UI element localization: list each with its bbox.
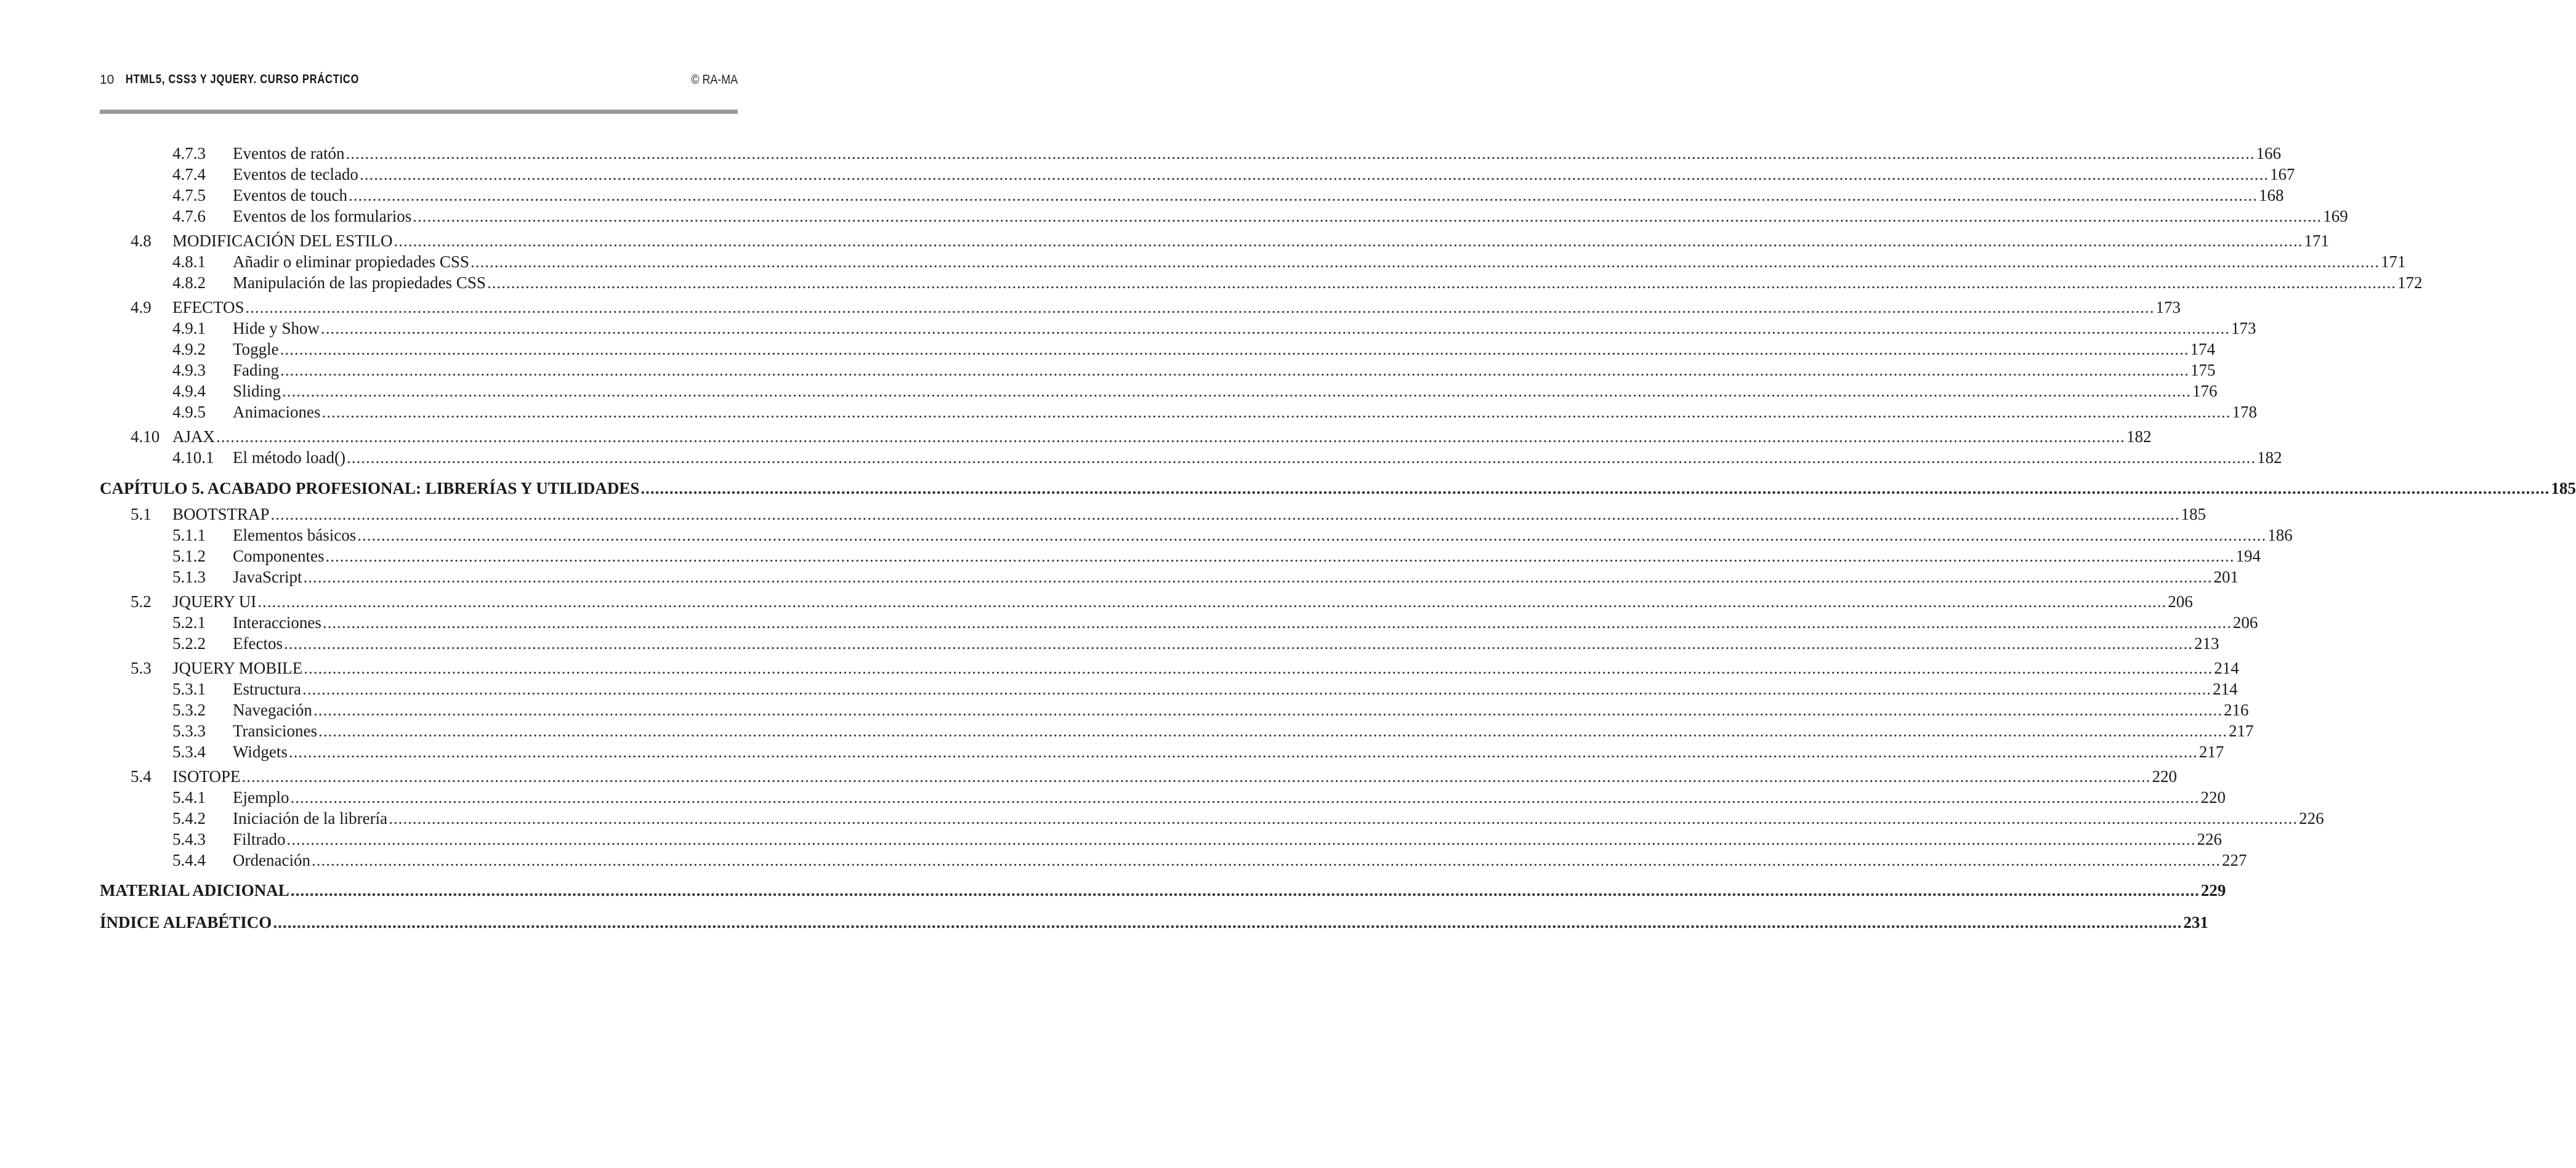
dot-leader: ................................................................................................................................................................................................................................................................................................................................................................................................................	[322, 613, 2232, 632]
toc-entry-leader	[233, 164, 2295, 185]
dot-leader: ................................................................................................................................................................................................................................................................................................................................................................................................................	[313, 701, 2223, 719]
toc-entry-title: JQUERY UI	[172, 592, 257, 611]
toc-entry[interactable]	[100, 679, 2238, 699]
running-header	[100, 73, 738, 94]
toc-entry-leader	[233, 612, 2258, 633]
dot-leader: ................................................................................................................................................................................................................................................................................................................................................................................................................	[286, 830, 2196, 848]
toc-entry-title: Elementos básicos	[233, 526, 357, 544]
toc-entry[interactable]	[100, 143, 2281, 164]
toc-entry-leader	[233, 272, 2423, 293]
dot-leader: ................................................................................................................................................................................................................................................................................................................................................................................................................	[346, 448, 2256, 467]
toc-entry-leader	[233, 401, 2257, 422]
toc-entry-leader	[233, 381, 2218, 401]
toc-entry-page: 231	[2182, 910, 2208, 935]
toc-entry-number: 5.1.3	[172, 568, 206, 586]
toc-entry[interactable]	[100, 447, 2282, 468]
toc-entry[interactable]	[100, 741, 2224, 762]
toc-entry-leader	[172, 504, 2207, 525]
toc-entry-title: Sliding	[233, 382, 281, 400]
dot-leader: ................................................................................................................................................................................................................................................................................................................................................................................................................	[311, 851, 2221, 869]
toc-entry-title: AJAX	[172, 427, 216, 446]
toc-entry-number: 5.3	[131, 659, 151, 677]
toc-entry-leader	[233, 566, 2239, 587]
toc-entry-title: JavaScript	[233, 568, 302, 586]
toc-entry[interactable]	[100, 251, 2406, 272]
toc-entry[interactable]	[100, 829, 2222, 850]
toc-entry-page: 201	[2213, 568, 2239, 586]
toc-entry-title: Efectos	[233, 634, 283, 653]
dot-leader: ................................................................................................................................................................................................................................................................................................................................................................................................................	[357, 526, 2267, 544]
toc-entry[interactable]	[100, 787, 2226, 808]
toc-entry-leader	[233, 447, 2282, 468]
toc-entry-title: JQUERY MOBILE	[172, 659, 303, 677]
toc-entry-number: 5.4.4	[172, 851, 206, 869]
toc-entry-page: 227	[2221, 851, 2247, 869]
toc-entry-page: 166	[2256, 144, 2281, 163]
header-rule	[100, 110, 738, 114]
toc-entry-title: Animaciones	[233, 403, 321, 421]
toc-entry-leader	[172, 766, 2178, 787]
toc-entry-title: El método load()	[233, 448, 345, 467]
toc-entry[interactable]	[100, 766, 2178, 787]
toc-entry-number: 5.2.1	[172, 613, 206, 632]
toc-entry[interactable]	[100, 339, 2216, 360]
toc-entry-leader	[100, 477, 2576, 500]
toc-entry-title: Hide y Show	[233, 319, 320, 337]
toc-entry-title: Eventos de los formularios	[233, 207, 412, 225]
toc-entry-page: 217	[2229, 722, 2254, 740]
toc-entry-title: Ordenación	[233, 851, 310, 869]
toc-entry[interactable]	[100, 633, 2219, 654]
toc-entry[interactable]	[100, 297, 2181, 318]
toc-entry-page: 171	[2304, 232, 2329, 250]
toc-entry[interactable]	[100, 525, 2293, 546]
toc-entry-leader	[233, 720, 2254, 741]
toc-entry[interactable]	[100, 720, 2254, 741]
toc-entry-number: 4.7.5	[172, 186, 206, 204]
dot-leader: ................................................................................................................................................................................................................................................................................................................................................................................................................	[359, 165, 2269, 183]
toc-entry-title: Eventos de touch	[233, 186, 347, 204]
toc-entry-number: 4.9.1	[172, 319, 206, 337]
toc-entry-leader	[172, 591, 2193, 612]
toc-entry-leader	[233, 339, 2216, 360]
book-title: HTML5, CSS3 Y JQUERY. CURSO PRÁCTICO	[126, 73, 360, 86]
toc-entry-leader	[233, 206, 2348, 227]
toc-entry-page: 220	[2200, 788, 2226, 807]
dot-leader: ................................................................................................................................................................................................................................................................................................................................................................................................................	[216, 427, 2126, 446]
toc-entry-number: 5.1.1	[172, 526, 206, 544]
toc-entry-title: MODIFICACIÓN DEL ESTILO	[172, 232, 393, 250]
dot-leader: ................................................................................................................................................................................................................................................................................................................................................................................................................	[245, 298, 2155, 316]
toc-entry-title: BOOTSTRAP	[172, 505, 270, 523]
toc-entry-leader	[233, 360, 2216, 381]
toc-entry-title: CAPÍTULO 5. ACABADO PROFESIONAL: LIBRERÍAS Y UTILIDADES	[100, 477, 640, 500]
dot-leader: ................................................................................................................................................................................................................................................................................................................................................................................................................	[318, 722, 2228, 740]
toc-entry-title: Navegación	[233, 701, 312, 719]
toc-entry[interactable]	[100, 164, 2295, 185]
toc-entry[interactable]	[100, 477, 2576, 500]
toc-entry-leader	[233, 850, 2247, 871]
dot-leader: ................................................................................................................................................................................................................................................................................................................................................................................................................	[304, 659, 2213, 677]
toc-entry-page: 217	[2198, 743, 2224, 761]
toc-entry-title: Widgets	[233, 743, 288, 761]
toc-entry[interactable]	[100, 401, 2257, 422]
toc-entry-title: Eventos de ratón	[233, 144, 345, 163]
dot-leader: ................................................................................................................................................................................................................................................................................................................................................................................................................	[257, 592, 2167, 611]
dot-leader: ................................................................................................................................................................................................................................................................................................................................................................................................................	[273, 913, 2182, 932]
toc-entry-leader	[233, 185, 2284, 206]
toc-entry-number: 5.3.4	[172, 743, 206, 761]
toc-entry-leader	[233, 829, 2222, 850]
dot-leader: ................................................................................................................................................................................................................................................................................................................................................................................................................	[241, 767, 2151, 786]
page-number: 10	[100, 73, 115, 87]
toc-entry-title: Fading	[233, 361, 280, 379]
toc-entry-page: 226	[2197, 830, 2222, 848]
toc-entry-page: 226	[2299, 809, 2324, 828]
dot-leader: ................................................................................................................................................................................................................................................................................................................................................................................................................	[288, 743, 2198, 761]
toc-entry-leader	[172, 658, 2239, 679]
toc-entry-number: 5.1	[131, 505, 151, 523]
dot-leader: ................................................................................................................................................................................................................................................................................................................................................................................................................	[345, 144, 2255, 163]
toc-entry-page: 229	[2200, 878, 2226, 903]
toc-entry-page: 168	[2258, 186, 2284, 204]
toc-entry-title: Iniciación de la librería	[233, 809, 388, 828]
toc-entry-page: 194	[2235, 547, 2261, 565]
copyright-notice: © RA-MA	[691, 73, 738, 87]
toc-entry[interactable]	[100, 850, 2247, 871]
toc-entry-page: 182	[2126, 427, 2152, 446]
toc-entry[interactable]	[100, 658, 2239, 679]
toc-entry-leader	[233, 546, 2261, 566]
dot-leader: ................................................................................................................................................................................................................................................................................................................................................................................................................	[290, 881, 2200, 900]
toc-entry-number: 5.3.1	[172, 680, 206, 698]
toc-entry-number: 4.9.3	[172, 361, 206, 379]
toc-entry-leader	[233, 699, 2249, 720]
toc-entry-title: Filtrado	[233, 830, 286, 848]
toc-entry-leader	[233, 808, 2324, 829]
toc-entry[interactable]	[100, 381, 2218, 401]
toc-entry[interactable]	[100, 699, 2249, 720]
toc-entry-title: Manipulación de las propiedades CSS	[233, 273, 486, 292]
dot-leader: ................................................................................................................................................................................................................................................................................................................................................................................................................	[280, 340, 2189, 358]
toc-entry-number: 4.9.5	[172, 403, 206, 421]
toc-entry-number: 4.8	[131, 232, 151, 250]
toc-entry-leader	[233, 318, 2256, 339]
toc-entry-page: 220	[2152, 767, 2178, 786]
toc-entry-page: 171	[2380, 252, 2406, 271]
toc-entry-title: EFECTOS	[172, 298, 244, 316]
toc-entry-leader	[233, 741, 2224, 762]
dot-leader: ................................................................................................................................................................................................................................................................................................................................................................................................................	[321, 319, 2230, 337]
toc-entry-page: 172	[2397, 273, 2423, 292]
toc-entry-page: 185	[2181, 505, 2207, 523]
toc-entry-title: Transiciones	[233, 722, 318, 740]
toc-entry-number: 5.4.2	[172, 809, 206, 828]
toc-entry-number: 4.7.4	[172, 165, 206, 183]
toc-entry-number: 4.9.2	[172, 340, 206, 358]
toc-entry-page: 182	[2256, 448, 2282, 467]
toc-entry-page: 185	[2550, 477, 2576, 500]
dot-leader: ................................................................................................................................................................................................................................................................................................................................................................................................................	[348, 186, 2258, 204]
dot-leader: ................................................................................................................................................................................................................................................................................................................................................................................................................	[470, 252, 2380, 271]
toc-entry-title: Añadir o eliminar propiedades CSS	[233, 252, 469, 271]
toc-entry-leader	[233, 679, 2238, 699]
toc-entry-page: 213	[2194, 634, 2219, 653]
toc-entry-number: 5.4.1	[172, 788, 206, 807]
toc-entry-page: 175	[2190, 361, 2216, 379]
toc-entry[interactable]	[100, 272, 2423, 293]
toc-entry-title: MATERIAL ADICIONAL	[100, 878, 291, 903]
toc-entry-page: 214	[2214, 659, 2239, 677]
toc-entry-number: 5.3.3	[172, 722, 206, 740]
toc-entry-number: 4.9.4	[172, 382, 206, 400]
dot-leader: ................................................................................................................................................................................................................................................................................................................................................................................................................	[487, 273, 2396, 292]
toc-entry-leader	[100, 910, 2208, 935]
toc-entry-leader	[233, 143, 2281, 164]
toc-entry-number: 5.2	[131, 592, 151, 611]
toc-entry-title: Componentes	[233, 547, 325, 565]
toc-entry-page: 206	[2168, 592, 2193, 611]
toc-entry-title: ÍNDICE ALFABÉTICO	[100, 910, 273, 935]
toc-entry-page: 169	[2323, 207, 2348, 225]
dot-leader: ................................................................................................................................................................................................................................................................................................................................................................................................................	[280, 361, 2190, 379]
toc-entry-number: 5.2.2	[172, 634, 206, 653]
toc-entry-number: 5.4.3	[172, 830, 206, 848]
dot-leader: ................................................................................................................................................................................................................................................................................................................................................................................................................	[270, 505, 2180, 523]
toc-entry[interactable]	[100, 808, 2324, 829]
toc-entry[interactable]	[100, 318, 2256, 339]
dot-leader: ................................................................................................................................................................................................................................................................................................................................................................................................................	[290, 788, 2200, 807]
toc-entry[interactable]	[100, 426, 2152, 447]
toc-entry-number: 4.10.1	[172, 448, 214, 467]
toc-entry-leader	[233, 525, 2293, 546]
toc-entry-page: 206	[2232, 613, 2258, 632]
toc-entry-leader	[233, 633, 2219, 654]
toc-entry-page: 186	[2267, 526, 2293, 544]
toc-entry-number: 4.7.3	[172, 144, 206, 163]
toc-entry-page: 178	[2232, 403, 2257, 421]
dot-leader: ................................................................................................................................................................................................................................................................................................................................................................................................................	[283, 634, 2193, 653]
dot-leader: ................................................................................................................................................................................................................................................................................................................................................................................................................	[389, 809, 2298, 828]
toc-entry-title: Ejemplo	[233, 788, 289, 807]
toc-entry-leader	[172, 426, 2152, 447]
dot-leader: ................................................................................................................................................................................................................................................................................................................................................................................................................	[282, 382, 2192, 400]
toc-entry-page: 176	[2192, 382, 2218, 400]
toc-entry[interactable]	[100, 910, 2208, 935]
toc-entry-number: 5.4	[131, 767, 151, 786]
toc-entry-number: 4.7.6	[172, 207, 206, 225]
toc-entry[interactable]	[100, 878, 2226, 903]
toc-entry[interactable]	[100, 612, 2258, 633]
toc-entry-title: Eventos de teclado	[233, 165, 358, 183]
toc-entry-number: 5.1.2	[172, 547, 206, 565]
toc-entry-page: 174	[2190, 340, 2216, 358]
toc-entry-leader	[100, 878, 2226, 903]
toc-entry[interactable]	[100, 591, 2193, 612]
dot-leader: ................................................................................................................................................................................................................................................................................................................................................................................................................	[325, 547, 2235, 565]
toc-entry[interactable]	[100, 546, 2261, 566]
toc-entry-leader	[172, 297, 2181, 318]
dot-leader: ................................................................................................................................................................................................................................................................................................................................................................................................................	[640, 479, 2550, 497]
toc-entry-number: 4.9	[131, 298, 151, 316]
toc-entry[interactable]	[100, 360, 2216, 381]
toc-entry-number: 4.8.1	[172, 252, 206, 271]
toc-entry-number: 5.3.2	[172, 701, 206, 719]
toc-entry[interactable]	[100, 185, 2284, 206]
dot-leader: ................................................................................................................................................................................................................................................................................................................................................................................................................	[413, 207, 2322, 225]
dot-leader: ................................................................................................................................................................................................................................................................................................................................................................................................................	[303, 568, 2213, 586]
toc-entry-page: 214	[2212, 680, 2238, 698]
toc-entry[interactable]	[100, 206, 2348, 227]
toc-entry-leader	[233, 787, 2226, 808]
toc-entry-leader	[233, 251, 2406, 272]
toc-entry[interactable]	[100, 230, 2329, 251]
toc-entry-title: Interacciones	[233, 613, 321, 632]
toc-entry-number: 4.10	[131, 427, 160, 446]
table-of-contents	[100, 143, 2576, 935]
toc-entry-page: 216	[2223, 701, 2249, 719]
toc-entry[interactable]	[100, 504, 2207, 525]
toc-entry-page: 167	[2269, 165, 2295, 183]
toc-entry-number: 4.8.2	[172, 273, 206, 292]
toc-entry-page: 173	[2155, 298, 2181, 316]
toc-entry-page: 173	[2231, 319, 2256, 337]
dot-leader: ................................................................................................................................................................................................................................................................................................................................................................................................................	[394, 232, 2303, 250]
toc-entry-title: Estructura	[233, 680, 301, 698]
toc-entry-leader	[172, 230, 2329, 251]
toc-entry-title: ISOTOPE	[172, 767, 241, 786]
dot-leader: ................................................................................................................................................................................................................................................................................................................................................................................................................	[302, 680, 2211, 698]
dot-leader: ................................................................................................................................................................................................................................................................................................................................................................................................................	[321, 403, 2231, 421]
toc-entry[interactable]	[100, 566, 2239, 587]
toc-entry-title: Toggle	[233, 340, 279, 358]
